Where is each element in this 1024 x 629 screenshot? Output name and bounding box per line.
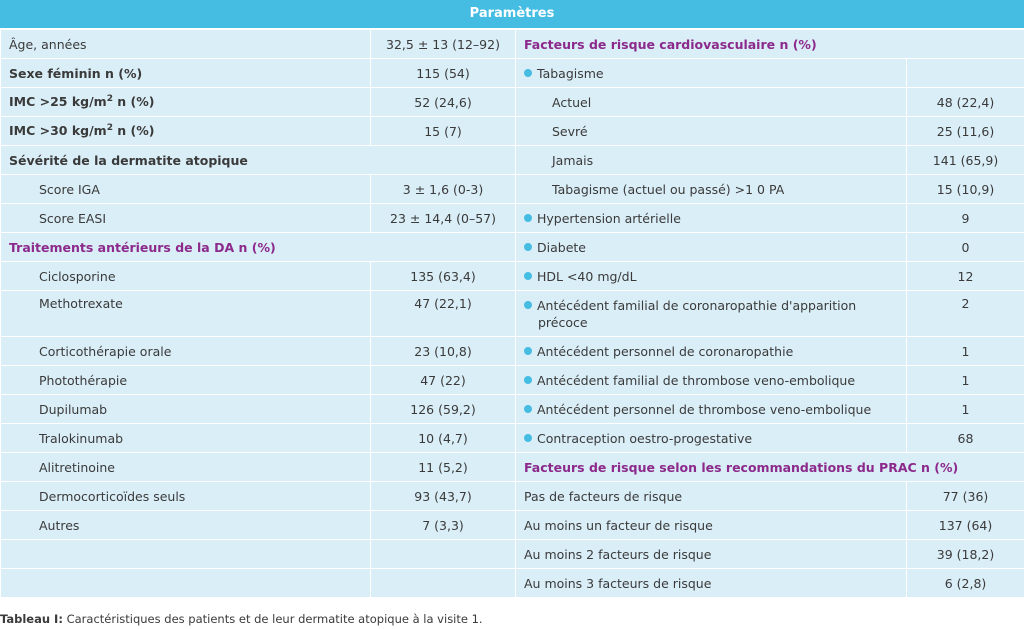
imc25-value: 52 (24,6)	[371, 88, 516, 117]
cv-item-value: 1	[907, 366, 1024, 395]
sexe-label: Sexe féminin n (%)	[1, 59, 371, 88]
tabac-sub-label: Tabagisme (actuel ou passé) >1 0 PA	[516, 175, 907, 204]
tabac-sub-label: Actuel	[516, 88, 907, 117]
prac-item-value: 77 (36)	[907, 482, 1024, 511]
prac-item-value: 6 (2,8)	[907, 569, 1024, 598]
tabac-sub-value: 25 (11,6)	[907, 117, 1024, 146]
empty-cell	[371, 569, 516, 598]
table-row	[1, 59, 1024, 88]
traitement-label: Corticothérapie orale	[1, 337, 371, 366]
bullet-icon	[524, 301, 532, 309]
table-row	[1, 337, 1024, 366]
traitements-title: Traitements antérieurs de la DA n (%)	[1, 233, 516, 262]
traitement-label: Dermocorticoïdes seuls	[1, 482, 371, 511]
cv-item-value: 9	[907, 204, 1024, 233]
traitement-value: 23 (10,8)	[371, 337, 516, 366]
imc30-value: 15 (7)	[371, 117, 516, 146]
traitement-value: 11 (5,2)	[371, 453, 516, 482]
cv-item-label: HDL <40 mg/dL	[516, 262, 907, 291]
score-value: 23 ± 14,4 (0–57)	[371, 204, 516, 233]
table-row	[1, 569, 1024, 598]
bullet-icon	[524, 272, 532, 280]
table-row	[1, 395, 1024, 424]
tabagisme-value	[907, 59, 1024, 88]
table-row	[1, 175, 1024, 204]
table-caption	[0, 612, 483, 626]
table-row	[1, 291, 1024, 337]
prac-section-title: Facteurs de risque selon les recommandations du PRAC n (%)	[516, 453, 1024, 482]
table-header	[0, 0, 1024, 28]
traitement-value: 10 (4,7)	[371, 424, 516, 453]
table-row	[1, 117, 1024, 146]
empty-cell	[1, 569, 371, 598]
traitement-value: 135 (63,4)	[371, 262, 516, 291]
cv-item-value: 2	[907, 291, 1024, 337]
cv-section-title: Facteurs de risque cardiovasculaire n (%)	[516, 30, 1024, 59]
tabac-sub-value: 48 (22,4)	[907, 88, 1024, 117]
prac-item-value: 39 (18,2)	[907, 540, 1024, 569]
table-row	[1, 146, 1024, 175]
prac-item-value: 137 (64)	[907, 511, 1024, 540]
traitement-value: 126 (59,2)	[371, 395, 516, 424]
tabac-sub-value: 15 (10,9)	[907, 175, 1024, 204]
tabac-sub-value: 141 (65,9)	[907, 146, 1024, 175]
empty-cell	[371, 540, 516, 569]
cv-item-value: 1	[907, 395, 1024, 424]
patient-characteristics-table	[0, 29, 1024, 598]
cv-item-label: Antécédent personnel de thrombose veno-embolique	[516, 395, 907, 424]
table-row	[1, 540, 1024, 569]
prac-item-label: Au moins 2 facteurs de risque	[516, 540, 907, 569]
cv-item-value: 1	[907, 337, 1024, 366]
table-row	[1, 204, 1024, 233]
cv-item-label: Diabete	[516, 233, 907, 262]
table-row	[1, 262, 1024, 291]
bullet-icon	[524, 434, 532, 442]
age-value: 32,5 ± 13 (12–92)	[371, 30, 516, 59]
cv-item-value: 0	[907, 233, 1024, 262]
table-row	[1, 233, 1024, 262]
traitement-label: Tralokinumab	[1, 424, 371, 453]
cv-item-label: Antécédent familial de thrombose veno-embolique	[516, 366, 907, 395]
bullet-icon	[524, 214, 532, 222]
traitement-label: Photothérapie	[1, 366, 371, 395]
cv-item-value: 68	[907, 424, 1024, 453]
traitement-label: Alitretinoine	[1, 453, 371, 482]
cv-item-label: Antécédent familial de coronaropathie d'apparition précoce	[516, 291, 907, 337]
prac-item-label: Au moins 3 facteurs de risque	[516, 569, 907, 598]
caption-label: Tableau I:	[0, 612, 63, 626]
score-label: Score EASI	[1, 204, 371, 233]
table-row	[1, 88, 1024, 117]
prac-item-label: Au moins un facteur de risque	[516, 511, 907, 540]
score-label: Score IGA	[1, 175, 371, 204]
traitement-label: Methotrexate	[1, 291, 371, 337]
imc30-label: IMC >30 $kg/m^2$ n (%)	[1, 117, 371, 146]
tabac-sub-label: Jamais	[516, 146, 907, 175]
prac-item-label: Pas de facteurs de risque	[516, 482, 907, 511]
table-row	[1, 511, 1024, 540]
table-row	[1, 482, 1024, 511]
bullet-icon	[524, 243, 532, 251]
traitement-value: 7 (3,3)	[371, 511, 516, 540]
age-label: Âge, années	[1, 30, 371, 59]
traitement-label: Autres	[1, 511, 371, 540]
table-row	[1, 424, 1024, 453]
cv-item-value: 12	[907, 262, 1024, 291]
cv-item-label: Hypertension artérielle	[516, 204, 907, 233]
table-row	[1, 453, 1024, 482]
bullet-icon	[524, 347, 532, 355]
imc25-label: IMC >25 $kg/m^2$ n (%)	[1, 88, 371, 117]
empty-cell	[1, 540, 371, 569]
traitement-value: 47 (22,1)	[371, 291, 516, 337]
traitement-label: Ciclosporine	[1, 262, 371, 291]
traitement-value: 93 (43,7)	[371, 482, 516, 511]
caption-text: Caractéristiques des patients et de leur dermatite atopique à la visite 1.	[62, 612, 483, 626]
bullet-icon	[524, 376, 532, 384]
cv-item-label: Antécédent personnel de coronaropathie	[516, 337, 907, 366]
score-value: 3 ± 1,6 (0-3)	[371, 175, 516, 204]
cv-item-label: Contraception oestro-progestative	[516, 424, 907, 453]
sexe-value: 115 (54)	[371, 59, 516, 88]
table-row	[1, 366, 1024, 395]
table-row	[1, 30, 1024, 59]
traitement-label: Dupilumab	[1, 395, 371, 424]
header-title: Paramètres	[469, 6, 555, 21]
severite-title: Sévérité de la dermatite atopique	[1, 146, 516, 175]
tabagisme-label: Tabagisme	[516, 59, 907, 88]
tabac-sub-label: Sevré	[516, 117, 907, 146]
bullet-icon	[524, 69, 532, 77]
traitement-value: 47 (22)	[371, 366, 516, 395]
bullet-icon	[524, 405, 532, 413]
